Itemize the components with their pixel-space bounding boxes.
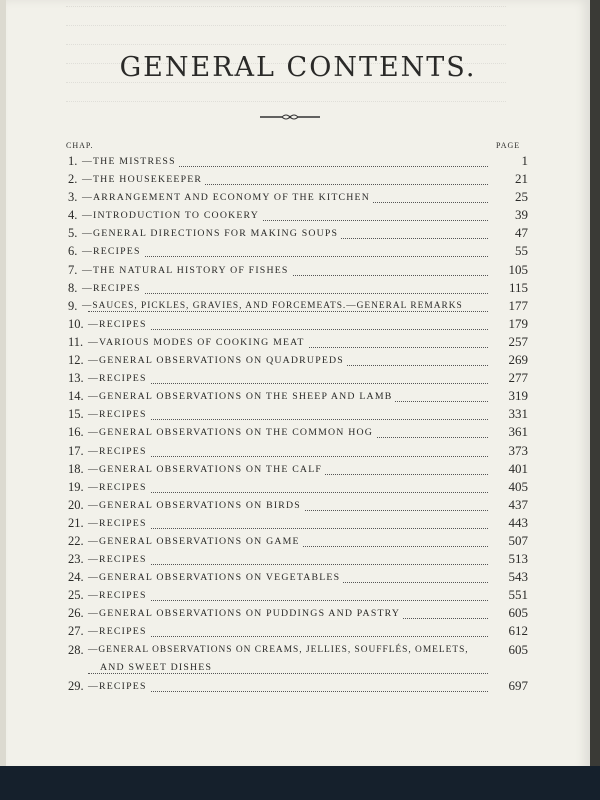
page-title: GENERAL CONTENTS.	[119, 52, 477, 83]
dot-leader	[88, 293, 488, 294]
toc-entry	[68, 532, 528, 550]
page-number: 373	[508, 442, 528, 458]
chapter-number: 26.	[68, 606, 84, 621]
dot-leader	[88, 256, 488, 257]
chapter-title: —THE NATURAL HISTORY OF FISHES	[82, 265, 292, 276]
dot-leader	[88, 311, 488, 312]
background-surface	[0, 766, 600, 800]
chapter-number: 13.	[68, 371, 84, 386]
page-number: 277	[508, 370, 528, 386]
chapter-number: 21.	[68, 515, 84, 530]
page-number: 47	[515, 225, 528, 241]
toc-entry	[68, 387, 528, 405]
page-number: 319	[508, 388, 528, 404]
page-number: 1	[521, 153, 528, 168]
chapter-number: 8.	[68, 280, 78, 295]
toc-entry	[68, 351, 528, 369]
chapter-number: 9.	[68, 298, 78, 313]
chapter-number: 18.	[68, 461, 84, 476]
toc-entry	[68, 568, 528, 586]
page-number: 331	[508, 406, 528, 422]
toc-entry	[68, 460, 528, 478]
page-number: 401	[508, 460, 528, 476]
toc-entry	[68, 206, 528, 224]
page-number: 543	[508, 569, 528, 585]
toc-entry	[68, 315, 528, 333]
chapter-number: 3.	[68, 190, 78, 205]
chapter-title: —GENERAL OBSERVATIONS ON PUDDINGS AND PASTRY	[88, 608, 403, 619]
chapter-title: —GENERAL OBSERVATIONS ON BIRDS	[88, 500, 304, 511]
page-number: 612	[508, 623, 528, 639]
toc-entry	[68, 641, 528, 677]
page-number: 443	[508, 514, 528, 530]
chapter-number: 15.	[68, 407, 84, 422]
chapter-number: 5.	[68, 226, 78, 241]
toc-entry	[68, 261, 528, 279]
page-number: 105	[508, 261, 528, 277]
chapter-title: —GENERAL OBSERVATIONS ON QUADRUPEDS	[88, 355, 347, 366]
toc-entry	[68, 442, 528, 460]
chapter-number: 7.	[68, 262, 78, 277]
table-of-contents	[68, 152, 528, 695]
chapter-title: —GENERAL DIRECTIONS FOR MAKING SOUPS	[82, 228, 341, 239]
chapter-title: —RECIPES	[88, 518, 150, 529]
chapter-number: 16.	[68, 425, 84, 440]
toc-entry	[68, 369, 528, 387]
chapter-title: —INTRODUCTION TO COOKERY	[82, 210, 262, 221]
chapter-number: 27.	[68, 624, 84, 639]
toc-entry	[68, 586, 528, 604]
toc-entry	[68, 188, 528, 206]
page-number: 21	[515, 171, 528, 187]
page-number: 361	[508, 424, 528, 440]
toc-entry	[68, 514, 528, 532]
chapter-number: 24.	[68, 570, 84, 585]
chapter-title: —GENERAL OBSERVATIONS ON THE COMMON HOG	[88, 427, 376, 438]
page-number: 405	[508, 478, 528, 494]
chapter-title: —GENERAL OBSERVATIONS ON GAME	[88, 536, 303, 547]
toc-entry	[68, 478, 528, 496]
dot-leader	[88, 673, 488, 674]
chapter-number: 23.	[68, 552, 84, 567]
page-number: 179	[508, 315, 528, 331]
toc-entry	[68, 622, 528, 640]
page-number: 257	[508, 333, 528, 349]
chapter-number: 12.	[68, 353, 84, 368]
chapter-number: 2.	[68, 172, 78, 187]
chapter-title: —ARRANGEMENT AND ECONOMY OF THE KITCHEN	[82, 192, 373, 203]
toc-entry	[68, 279, 528, 297]
toc-entry	[68, 242, 528, 260]
page-number: 269	[508, 352, 528, 368]
chapter-number: 10.	[68, 316, 84, 331]
chapter-number: 20.	[68, 497, 84, 512]
page-number: 177	[508, 297, 528, 313]
toc-entry	[68, 405, 528, 423]
toc-entry	[68, 333, 528, 351]
chapter-number: 19.	[68, 479, 84, 494]
chapter-number: 28.	[68, 642, 84, 657]
page-column-header: PAGE	[496, 141, 521, 150]
toc-entry	[68, 224, 528, 242]
page-number: 697	[508, 677, 528, 693]
page-number: 513	[508, 551, 528, 567]
page-number: 115	[508, 279, 528, 295]
chapter-title-continued: AND SWEET DISHES	[100, 662, 215, 673]
ornament-divider-icon	[258, 112, 322, 122]
chapter-title: —SAUCES, PICKLES, GRAVIES, AND FORCEMEATS.—GENERAL REMARKS	[82, 301, 466, 311]
chapter-title: —RECIPES	[88, 482, 150, 493]
page-number: 25	[515, 189, 528, 205]
chapter-number: 14.	[68, 389, 84, 404]
toc-entry	[68, 550, 528, 568]
chapter-title: —THE MISTRESS	[82, 156, 179, 167]
chapter-title: —RECIPES	[88, 446, 150, 457]
toc-entry	[68, 297, 528, 315]
chapter-title: —RECIPES	[82, 246, 144, 257]
chapter-title: —RECIPES	[88, 626, 150, 637]
chapter-number: 29.	[68, 678, 84, 693]
page-number: 55	[515, 243, 528, 259]
page-number: 551	[508, 587, 528, 603]
chapter-title: —RECIPES	[88, 373, 150, 384]
toc-entry	[68, 423, 528, 441]
page-number: 605	[508, 605, 528, 621]
chapter-title: —RECIPES	[88, 409, 150, 420]
chapter-number: 22.	[68, 533, 84, 548]
chapter-number: 6.	[68, 244, 78, 259]
toc-entry	[68, 170, 528, 188]
toc-entry	[68, 604, 528, 622]
chapter-column-header: CHAP.	[66, 141, 94, 150]
chapter-number: 11.	[68, 334, 84, 349]
chapter-title: —RECIPES	[88, 590, 150, 601]
chapter-number: 1.	[68, 154, 78, 168]
chapter-title: —RECIPES	[82, 283, 144, 294]
chapter-number: 25.	[68, 588, 84, 603]
chapter-title: —VARIOUS MODES OF COOKING MEAT	[88, 337, 308, 348]
page-number: 507	[508, 532, 528, 548]
toc-entry	[68, 152, 528, 170]
page-number: 437	[508, 496, 528, 512]
chapter-title: —THE HOUSEKEEPER	[82, 174, 205, 185]
chapter-title: —GENERAL OBSERVATIONS ON THE SHEEP AND LAMB	[88, 391, 395, 402]
chapter-number: 17.	[68, 443, 84, 458]
chapter-title: —RECIPES	[88, 554, 150, 565]
page-number: 39	[515, 207, 528, 223]
chapter-title: —GENERAL OBSERVATIONS ON CREAMS, JELLIES, SOUFFLÉS, OMELETS,	[88, 645, 472, 655]
page-number: 605	[508, 641, 528, 657]
toc-entry	[68, 496, 528, 514]
chapter-number: 4.	[68, 208, 78, 223]
chapter-title: —RECIPES	[88, 681, 150, 692]
toc-entry	[68, 677, 528, 695]
book-page	[6, 0, 590, 772]
chapter-title: —GENERAL OBSERVATIONS ON VEGETABLES	[88, 572, 343, 583]
chapter-title: —RECIPES	[88, 319, 150, 330]
chapter-title: —GENERAL OBSERVATIONS ON THE CALF	[88, 464, 325, 475]
